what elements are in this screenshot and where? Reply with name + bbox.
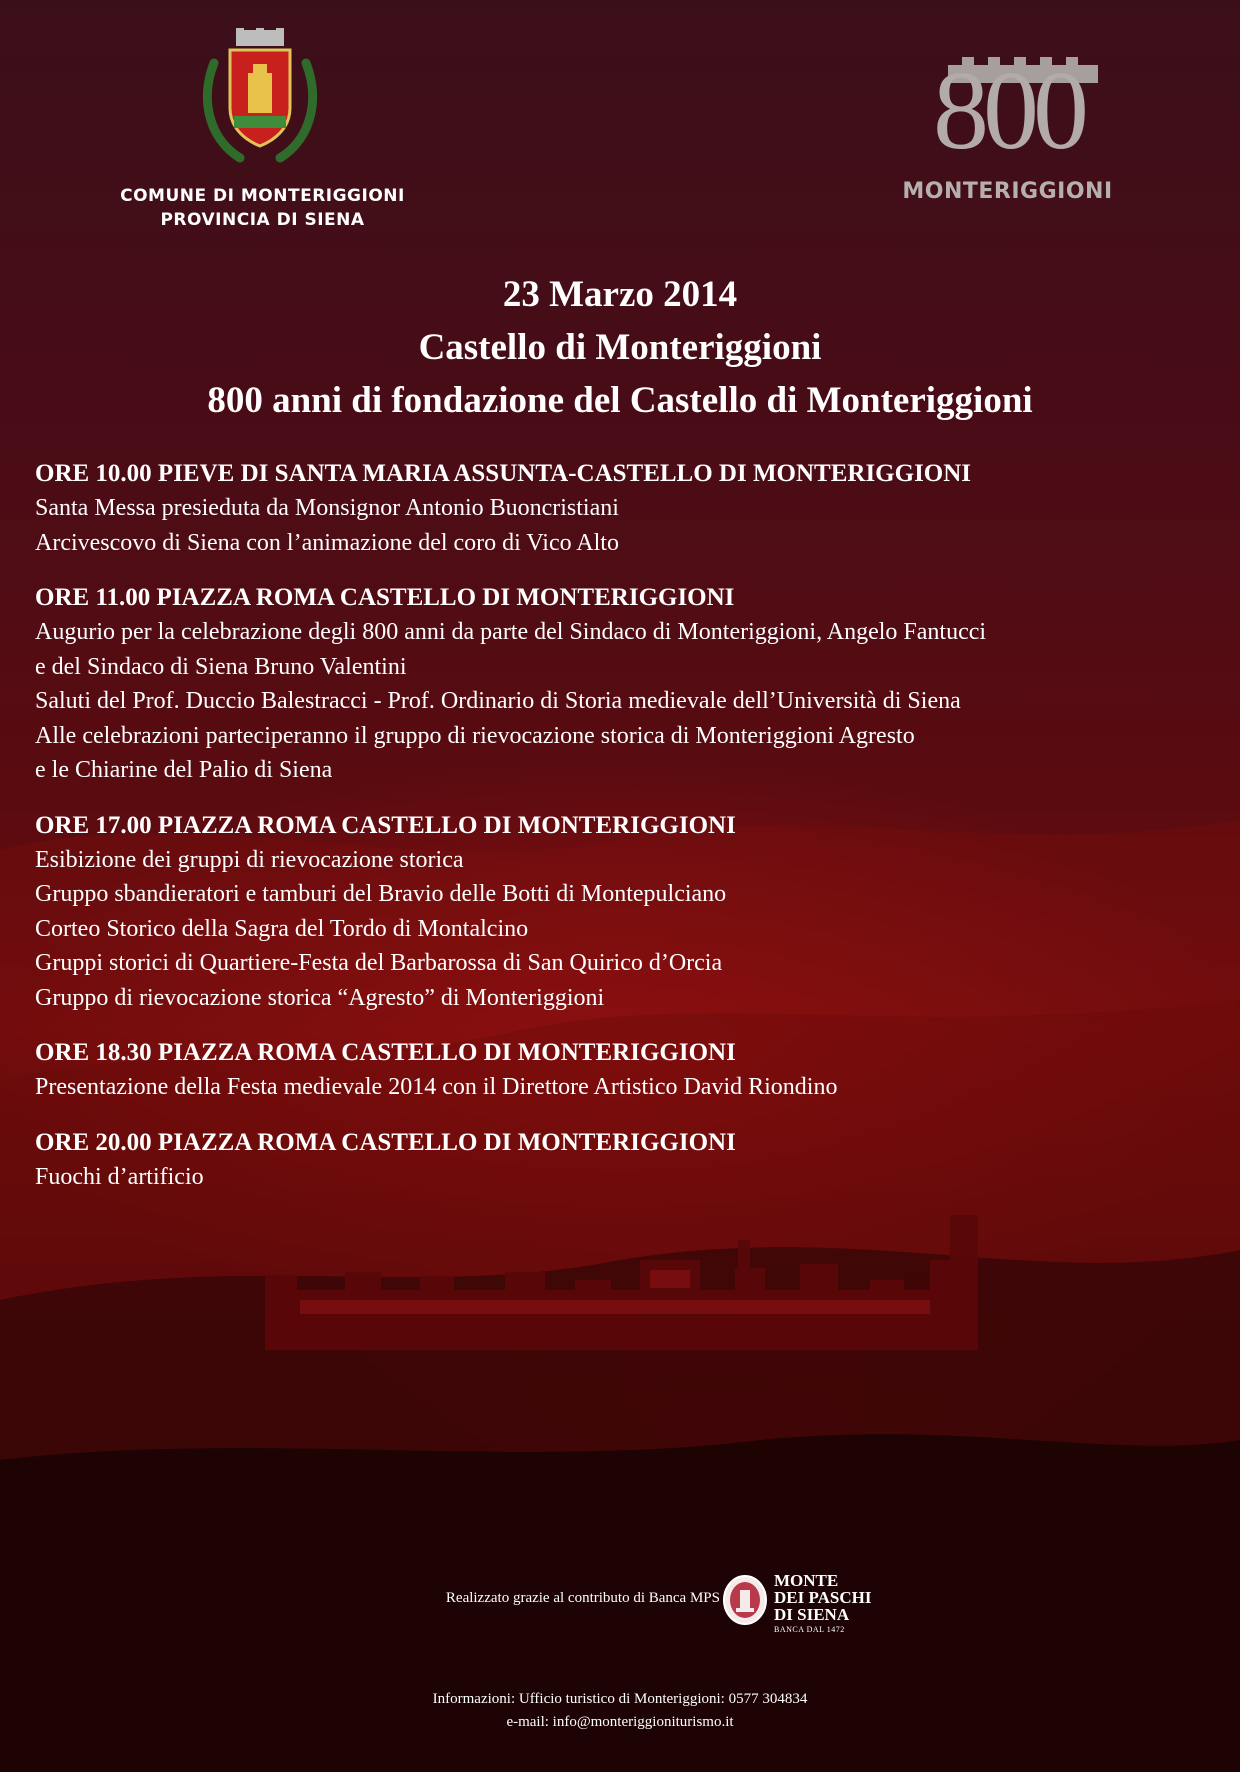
program-item-line: Gruppo di rievocazione storica “Agresto” di Monteriggioni [35, 984, 605, 1011]
comune-crest-icon [200, 28, 320, 168]
program-item-line: Gruppo sbandieratori e tamburi del Bravio delle Botti di Montepulciano [35, 881, 727, 907]
program-item [35, 580, 1225, 788]
program-item-line: Corteo Storico della Sagra del Tordo di Montalcino [35, 915, 529, 942]
program-item [35, 1035, 1225, 1105]
anniversary-title: 800 anni di fondazione del Castello di Monteriggioni [207, 380, 1033, 421]
program-item-line: Augurio per la celebrazione degli 800 anni da parte del Sindaco di Monteriggioni, Angelo Fantucci [35, 619, 987, 645]
sponsor-credit: Realizzato grazie al contributo di Banca MPS [445, 1590, 720, 1606]
event-program [35, 456, 1225, 1214]
comune-name: COMUNE DI MONTERIGGIONI [120, 186, 405, 206]
bank-name-line: MONTE [774, 1571, 839, 1590]
mps-bank-name [774, 1572, 914, 1623]
program-item-line: Santa Messa presieduta da Monsignor Antonio Buoncristiani [35, 495, 619, 521]
info-contact: Informazioni: Ufficio turistico di Monteriggioni: 0577 304834 [432, 1691, 808, 1707]
program-item [35, 1125, 1225, 1195]
bank-name-line: DI SIENA [774, 1605, 850, 1624]
mps-bank-emblem-icon [721, 1574, 769, 1626]
event-place-title: Castello di Monteriggioni [418, 327, 822, 368]
program-item-heading: ORE 17.00 PIAZZA ROMA CASTELLO DI MONTERIGGIONI [35, 811, 736, 839]
mps-bank-tagline: BANCA DAL 1472 [774, 1625, 845, 1634]
program-item-heading: ORE 18.30 PIAZZA ROMA CASTELLO DI MONTERIGGIONI [35, 1039, 736, 1066]
program-item-heading: ORE 10.00 PIEVE DI SANTA MARIA ASSUNTA-CASTELLO DI MONTERIGGIONI [35, 460, 972, 487]
provincia-name: PROVINCIA DI SIENA [160, 210, 365, 230]
logo-monteriggioni-label: MONTERIGGIONI [902, 179, 1113, 204]
bank-name-line: DEI PASCHI [774, 1588, 872, 1607]
program-item [35, 808, 1225, 1016]
program-item [35, 456, 1225, 560]
program-item-line: Arcivescovo di Siena con l’animazione del coro di Vico Alto [35, 529, 619, 556]
program-item-line: Fuochi d’artificio [35, 1163, 204, 1190]
program-item-heading: ORE 20.00 PIAZZA ROMA CASTELLO DI MONTERIGGIONI [35, 1128, 736, 1156]
anniversary-800-logo [888, 49, 1128, 173]
logo-800-number: 800 [933, 49, 1083, 173]
program-item-line: Alle celebrazioni parteciperanno il gruppo di rievocazione storica di Monteriggioni Agresto [35, 722, 915, 749]
event-date-title: 23 Marzo 2014 [502, 274, 738, 315]
program-item-line: Esibizione dei gruppi di rievocazione storica [35, 846, 464, 873]
program-item-line: Presentazione della Festa medievale 2014 con il Direttore Artistico David Riondino [35, 1074, 838, 1100]
email-contact: e-mail: info@monteriggioniturismo.it [506, 1714, 734, 1730]
program-item-heading: ORE 11.00 PIAZZA ROMA CASTELLO DI MONTERIGGIONI [35, 584, 735, 611]
program-item-line: e del Sindaco di Siena Bruno Valentini [35, 653, 407, 680]
program-item-line: Saluti del Prof. Duccio Balestracci - Prof. Ordinario di Storia medievale dell’Università di Siena [35, 688, 961, 714]
program-item-line: Gruppi storici di Quartiere-Festa del Barbarossa di San Quirico d’Orcia [35, 950, 723, 976]
program-item-line: e le Chiarine del Palio di Siena [35, 757, 333, 783]
